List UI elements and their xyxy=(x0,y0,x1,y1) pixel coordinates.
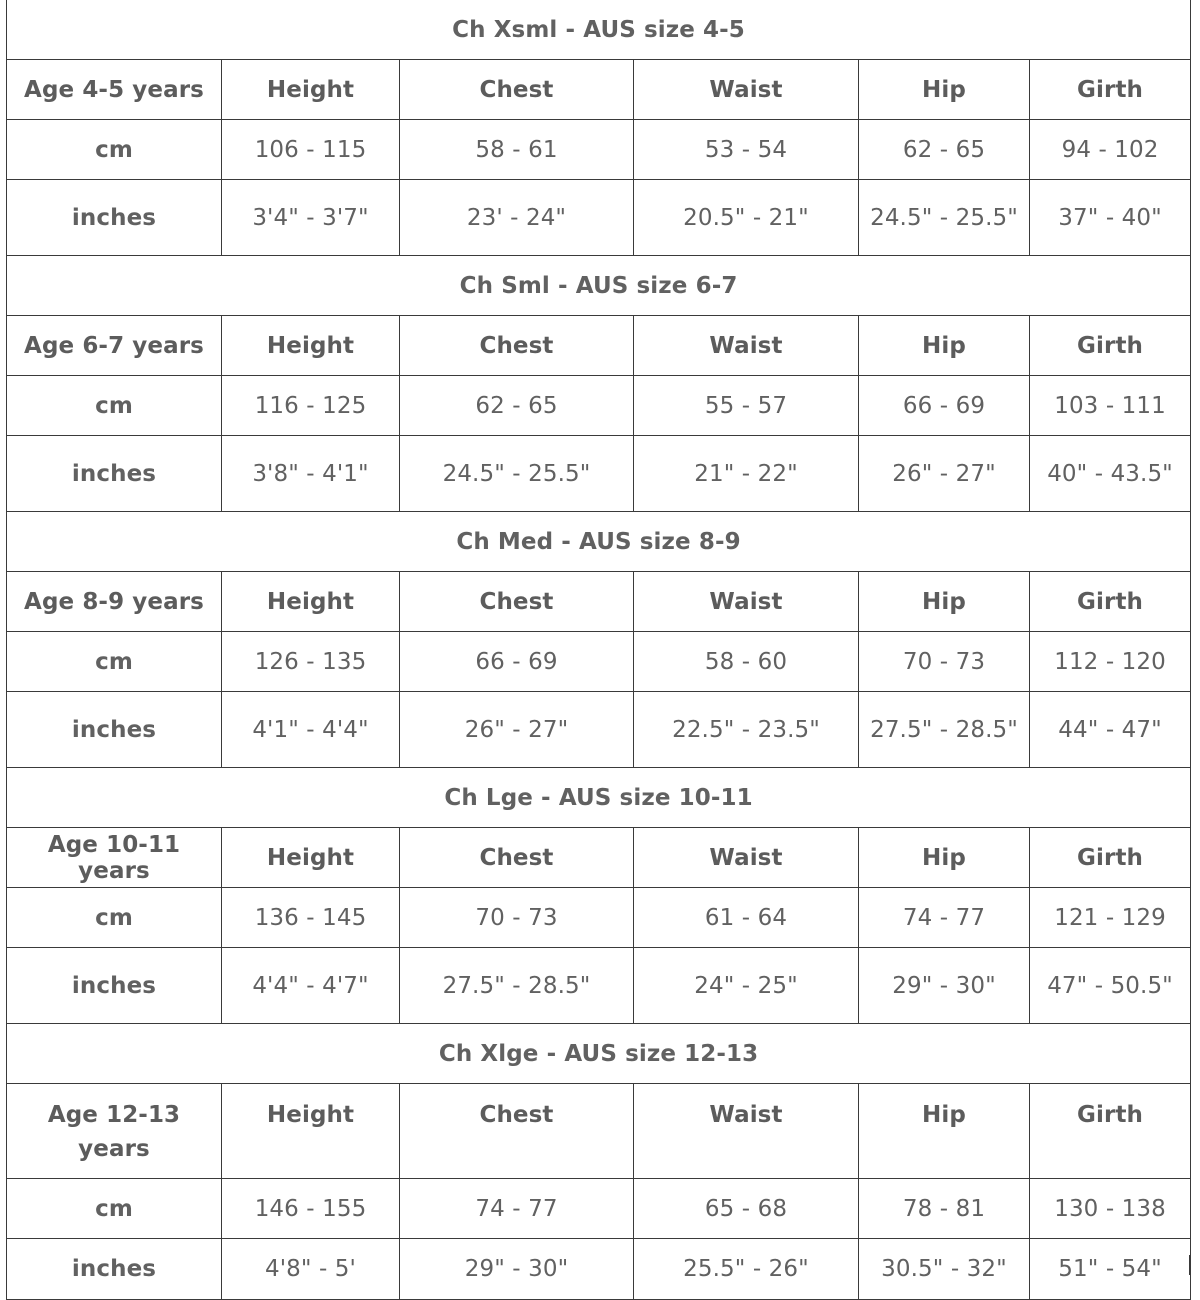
column-header-chest: Chest xyxy=(400,60,634,120)
measurement-row-cm xyxy=(7,1179,1191,1239)
column-header-chest: Chest xyxy=(400,572,634,632)
column-header-hip: Hip xyxy=(859,572,1030,632)
measurement-row-cm xyxy=(7,376,1191,436)
chest-inches-value: 29" - 30" xyxy=(400,1239,634,1300)
unit-label: cm xyxy=(7,1179,222,1239)
measurement-row-cm xyxy=(7,888,1191,948)
waist-inches-value: 25.5" - 26" xyxy=(634,1239,859,1300)
hip-cm-value: 74 - 77 xyxy=(859,888,1030,948)
girth-cm-value: 130 - 138 xyxy=(1030,1179,1191,1239)
size-header-row xyxy=(7,1084,1191,1179)
height-cm-value: 146 - 155 xyxy=(222,1179,400,1239)
size-title: Ch Lge - AUS size 10-11 xyxy=(7,768,1191,828)
hip-cm-value: 66 - 69 xyxy=(859,376,1030,436)
column-header-girth: Girth xyxy=(1030,316,1191,376)
size-title-row xyxy=(7,768,1191,828)
measurement-row-inches xyxy=(7,948,1191,1024)
height-cm-value: 106 - 115 xyxy=(222,120,400,180)
girth-cm-value: 112 - 120 xyxy=(1030,632,1191,692)
column-header-hip: Hip xyxy=(859,828,1030,888)
column-header-hip: Hip xyxy=(859,1084,1030,1179)
hip-inches-value: 27.5" - 28.5" xyxy=(859,692,1030,768)
height-inches-value: 3'4" - 3'7" xyxy=(222,180,400,256)
size-header-row xyxy=(7,828,1191,888)
column-header-height: Height xyxy=(222,1084,400,1179)
unit-label: cm xyxy=(7,632,222,692)
age-label: Age 10-11 years xyxy=(7,828,222,888)
size-header-row xyxy=(7,316,1191,376)
height-cm-value: 136 - 145 xyxy=(222,888,400,948)
next-section-edge xyxy=(6,1255,1190,1275)
age-label: Age 6-7 years xyxy=(7,316,222,376)
size-title-row xyxy=(7,0,1191,60)
column-header-chest: Chest xyxy=(400,1084,634,1179)
chest-cm-value: 70 - 73 xyxy=(400,888,634,948)
chest-inches-value: 24.5" - 25.5" xyxy=(400,436,634,512)
size-header-row xyxy=(7,60,1191,120)
chest-inches-value: 27.5" - 28.5" xyxy=(400,948,634,1024)
column-header-girth: Girth xyxy=(1030,828,1191,888)
girth-inches-value: 47" - 50.5" xyxy=(1030,948,1191,1024)
hip-cm-value: 70 - 73 xyxy=(859,632,1030,692)
measurement-row-inches xyxy=(7,692,1191,768)
age-label: Age 12-13 years xyxy=(7,1084,222,1179)
size-title: Ch Xsml - AUS size 4-5 xyxy=(7,0,1191,60)
hip-cm-value: 78 - 81 xyxy=(859,1179,1030,1239)
measurement-row-cm xyxy=(7,632,1191,692)
column-header-girth: Girth xyxy=(1030,60,1191,120)
unit-label: cm xyxy=(7,376,222,436)
chest-cm-value: 66 - 69 xyxy=(400,632,634,692)
unit-label: inches xyxy=(7,436,222,512)
chest-cm-value: 62 - 65 xyxy=(400,376,634,436)
waist-inches-value: 22.5" - 23.5" xyxy=(634,692,859,768)
unit-label: inches xyxy=(7,180,222,256)
height-inches-value: 4'1" - 4'4" xyxy=(222,692,400,768)
girth-inches-value: 37" - 40" xyxy=(1030,180,1191,256)
waist-cm-value: 61 - 64 xyxy=(634,888,859,948)
size-header-row xyxy=(7,572,1191,632)
height-cm-value: 126 - 135 xyxy=(222,632,400,692)
column-header-height: Height xyxy=(222,60,400,120)
waist-inches-value: 24" - 25" xyxy=(634,948,859,1024)
size-title-row xyxy=(7,1024,1191,1084)
girth-inches-value: 51" - 54" xyxy=(1030,1239,1191,1300)
column-header-chest: Chest xyxy=(400,828,634,888)
measurement-row-inches xyxy=(7,436,1191,512)
hip-inches-value: 29" - 30" xyxy=(859,948,1030,1024)
column-header-height: Height xyxy=(222,316,400,376)
size-title: Ch Xlge - AUS size 12-13 xyxy=(7,1024,1191,1084)
column-header-girth: Girth xyxy=(1030,1084,1191,1179)
column-header-waist: Waist xyxy=(634,1084,859,1179)
unit-label: inches xyxy=(7,692,222,768)
measurement-row-cm xyxy=(7,120,1191,180)
size-chart xyxy=(6,0,1190,1300)
column-header-hip: Hip xyxy=(859,316,1030,376)
chest-cm-value: 74 - 77 xyxy=(400,1179,634,1239)
girth-cm-value: 94 - 102 xyxy=(1030,120,1191,180)
unit-label: cm xyxy=(7,120,222,180)
chest-cm-value: 58 - 61 xyxy=(400,120,634,180)
age-label: Age 4-5 years xyxy=(7,60,222,120)
column-header-height: Height xyxy=(222,572,400,632)
unit-label: cm xyxy=(7,888,222,948)
chest-inches-value: 23' - 24" xyxy=(400,180,634,256)
waist-inches-value: 20.5" - 21" xyxy=(634,180,859,256)
girth-cm-value: 103 - 111 xyxy=(1030,376,1191,436)
column-header-waist: Waist xyxy=(634,60,859,120)
waist-cm-value: 55 - 57 xyxy=(634,376,859,436)
column-header-hip: Hip xyxy=(859,60,1030,120)
chest-inches-value: 26" - 27" xyxy=(400,692,634,768)
column-header-height: Height xyxy=(222,828,400,888)
height-inches-value: 4'8" - 5' xyxy=(222,1239,400,1300)
waist-cm-value: 58 - 60 xyxy=(634,632,859,692)
column-header-girth: Girth xyxy=(1030,572,1191,632)
size-title-row xyxy=(7,256,1191,316)
column-header-waist: Waist xyxy=(634,572,859,632)
hip-inches-value: 26" - 27" xyxy=(859,436,1030,512)
unit-label: inches xyxy=(7,948,222,1024)
height-cm-value: 116 - 125 xyxy=(222,376,400,436)
column-header-waist: Waist xyxy=(634,316,859,376)
size-title: Ch Med - AUS size 8-9 xyxy=(7,512,1191,572)
height-inches-value: 4'4" - 4'7" xyxy=(222,948,400,1024)
age-label: Age 8-9 years xyxy=(7,572,222,632)
size-chart-table xyxy=(6,0,1191,1300)
unit-label: inches xyxy=(7,1239,222,1300)
height-inches-value: 3'8" - 4'1" xyxy=(222,436,400,512)
girth-inches-value: 40" - 43.5" xyxy=(1030,436,1191,512)
column-header-waist: Waist xyxy=(634,828,859,888)
waist-cm-value: 65 - 68 xyxy=(634,1179,859,1239)
size-title-row xyxy=(7,512,1191,572)
waist-inches-value: 21" - 22" xyxy=(634,436,859,512)
column-header-chest: Chest xyxy=(400,316,634,376)
girth-inches-value: 44" - 47" xyxy=(1030,692,1191,768)
hip-inches-value: 30.5" - 32" xyxy=(859,1239,1030,1300)
hip-inches-value: 24.5" - 25.5" xyxy=(859,180,1030,256)
hip-cm-value: 62 - 65 xyxy=(859,120,1030,180)
measurement-row-inches xyxy=(7,180,1191,256)
waist-cm-value: 53 - 54 xyxy=(634,120,859,180)
girth-cm-value: 121 - 129 xyxy=(1030,888,1191,948)
size-title: Ch Sml - AUS size 6-7 xyxy=(7,256,1191,316)
